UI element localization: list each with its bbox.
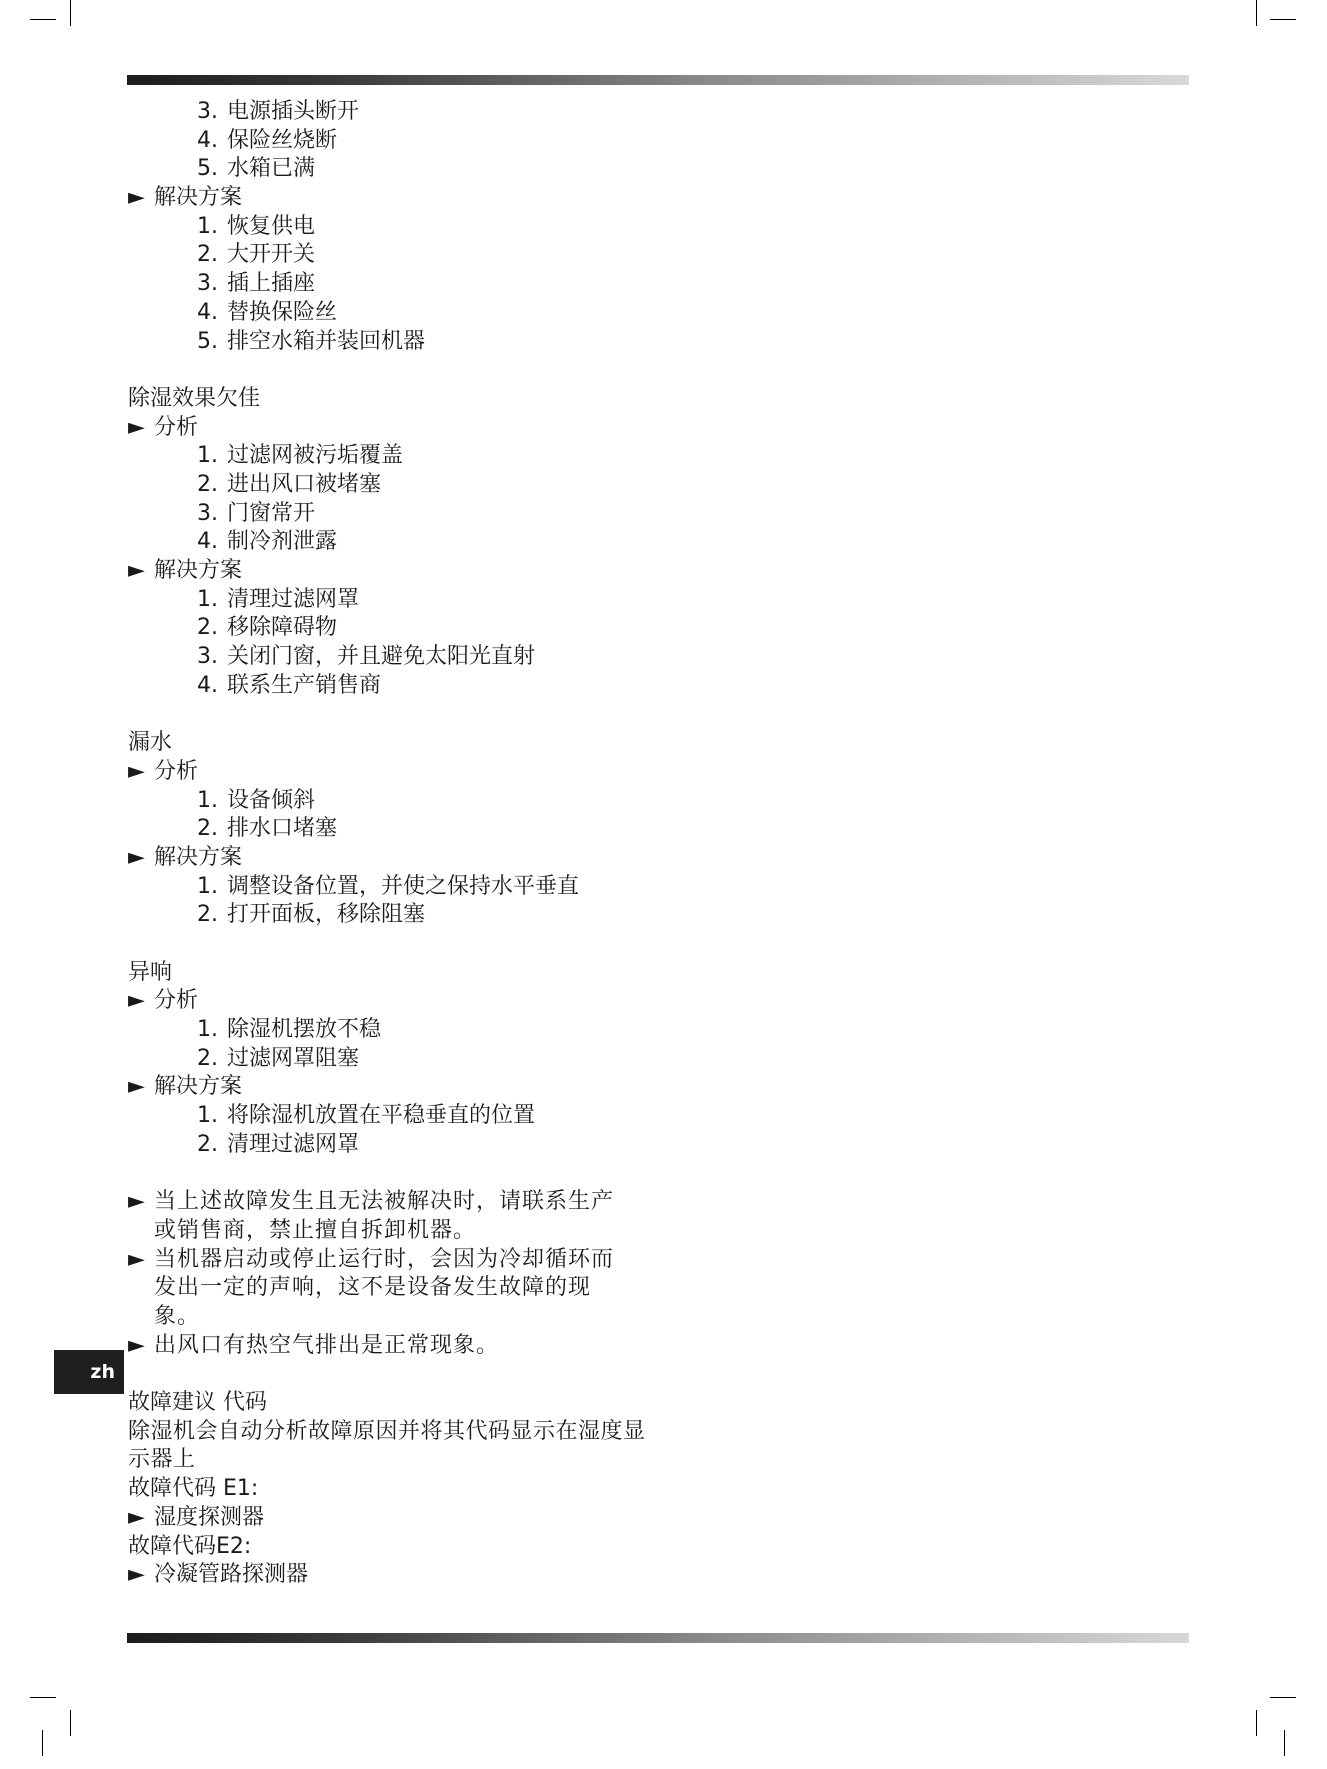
- triangle-bullet-icon: ►: [128, 1562, 145, 1588]
- list-item: 2. 进出风口被堵塞: [197, 471, 382, 497]
- solution-heading: ► 解决方案: [128, 1073, 648, 1102]
- list-item: 3. 电源插头断开: [197, 99, 360, 124]
- list-item: 2. 移除障碍物: [197, 615, 338, 641]
- list-item: 5. 排空水箱并装回机器: [197, 328, 426, 354]
- triangle-bullet-icon: ►: [128, 1332, 145, 1358]
- triangle-bullet-icon: ►: [128, 758, 145, 784]
- crop-mark: [1270, 19, 1296, 20]
- analysis-heading: ► 分析: [128, 987, 648, 1016]
- triangle-bullet-icon: ►: [128, 988, 145, 1014]
- list-item: 1. 将除湿机放置在平稳垂直的位置: [197, 1103, 536, 1129]
- error-code-item: ► 湿度探测器: [128, 1504, 648, 1533]
- triangle-bullet-icon: ►: [128, 414, 145, 440]
- solution-heading: ► 解决方案: [128, 557, 648, 586]
- list-item: 1. 恢复供电: [197, 213, 316, 239]
- list-item: 2. 排水口堵塞: [197, 816, 338, 842]
- list-item: 2. 打开面板，移除阻塞: [197, 902, 426, 928]
- list-item: 5. 水箱已满: [197, 156, 316, 182]
- list-item: 3. 关闭门窗，并且避免太阳光直射: [197, 644, 536, 670]
- list-item: 2. 过滤网罩阻塞: [197, 1045, 360, 1071]
- triangle-bullet-icon: ►: [128, 844, 145, 870]
- triangle-bullet-icon: ►: [128, 558, 145, 583]
- list-item: 1. 除湿机摆放不稳: [197, 1017, 382, 1042]
- triangle-bullet-icon: ►: [128, 1074, 145, 1100]
- section-title: 漏水: [128, 730, 173, 756]
- list-item: 4. 替换保险丝: [197, 299, 338, 325]
- analysis-heading: ► 分析: [128, 758, 648, 787]
- triangle-bullet-icon: ►: [128, 1189, 145, 1215]
- codes-intro: 除湿机会自动分析故障原因并将其代码显示在湿度显示器上: [128, 1418, 646, 1473]
- crop-mark: [30, 19, 56, 20]
- triangle-bullet-icon: ►: [128, 185, 145, 211]
- list-item: 1. 调整设备位置，并使之保持水平垂直: [197, 873, 580, 899]
- list-item: 3. 插上插座: [197, 271, 316, 297]
- list-item: 1. 过滤网被污垢覆盖: [197, 443, 404, 469]
- list-item: 1. 设备倾斜: [197, 787, 316, 813]
- triangle-bullet-icon: ►: [128, 1504, 145, 1530]
- header-gradient-bar: [127, 75, 1189, 85]
- note-item: ► 当上述故障发生且无法被解决时，请联系生产或销售商，禁止擅自拆卸机器。: [128, 1188, 648, 1245]
- section-title: 异响: [128, 959, 173, 985]
- list-item: 1. 清理过滤网罩: [197, 586, 360, 612]
- note-item: ► 当机器启动或停止运行时，会因为冷却循环而发出一定的声响，这不是设备发生故障的现象。: [128, 1246, 648, 1332]
- note-item: ► 出风口有热空气排出是正常现象。: [128, 1332, 648, 1361]
- list-item: 2. 清理过滤网罩: [197, 1131, 360, 1157]
- triangle-bullet-icon: ►: [128, 1246, 145, 1272]
- crop-mark: [1284, 1730, 1285, 1756]
- solution-heading: ► 解决方案: [128, 844, 648, 873]
- crop-mark: [1256, 0, 1257, 26]
- crop-mark: [1270, 1697, 1296, 1698]
- list-item: 4. 制冷剂泄露: [197, 529, 338, 555]
- footer-gradient-bar: [127, 1633, 1189, 1643]
- crop-mark: [70, 0, 71, 26]
- crop-mark: [42, 1730, 43, 1756]
- troubleshooting-content: [128, 98, 648, 1590]
- list-item: 3. 门窗常开: [197, 500, 316, 526]
- language-tab: zh: [54, 1350, 124, 1394]
- list-item: 4. 保险丝烧断: [197, 127, 338, 153]
- list-item: 2. 大开开关: [197, 242, 316, 268]
- solution-heading: ► 解决方案: [128, 184, 648, 213]
- error-code-item: ► 冷凝管路探测器: [128, 1561, 648, 1590]
- error-code-label: 故障代码E2:: [128, 1533, 252, 1559]
- analysis-heading: ► 分析: [128, 414, 648, 443]
- error-code-label: 故障代码 E1:: [128, 1476, 259, 1502]
- crop-mark: [70, 1710, 71, 1736]
- list-item: 4. 联系生产销售商: [197, 672, 382, 698]
- section-title: 除湿效果欠佳: [128, 385, 261, 411]
- codes-title: 故障建议 代码: [128, 1390, 267, 1416]
- crop-mark: [30, 1697, 56, 1698]
- crop-mark: [1256, 1710, 1257, 1736]
